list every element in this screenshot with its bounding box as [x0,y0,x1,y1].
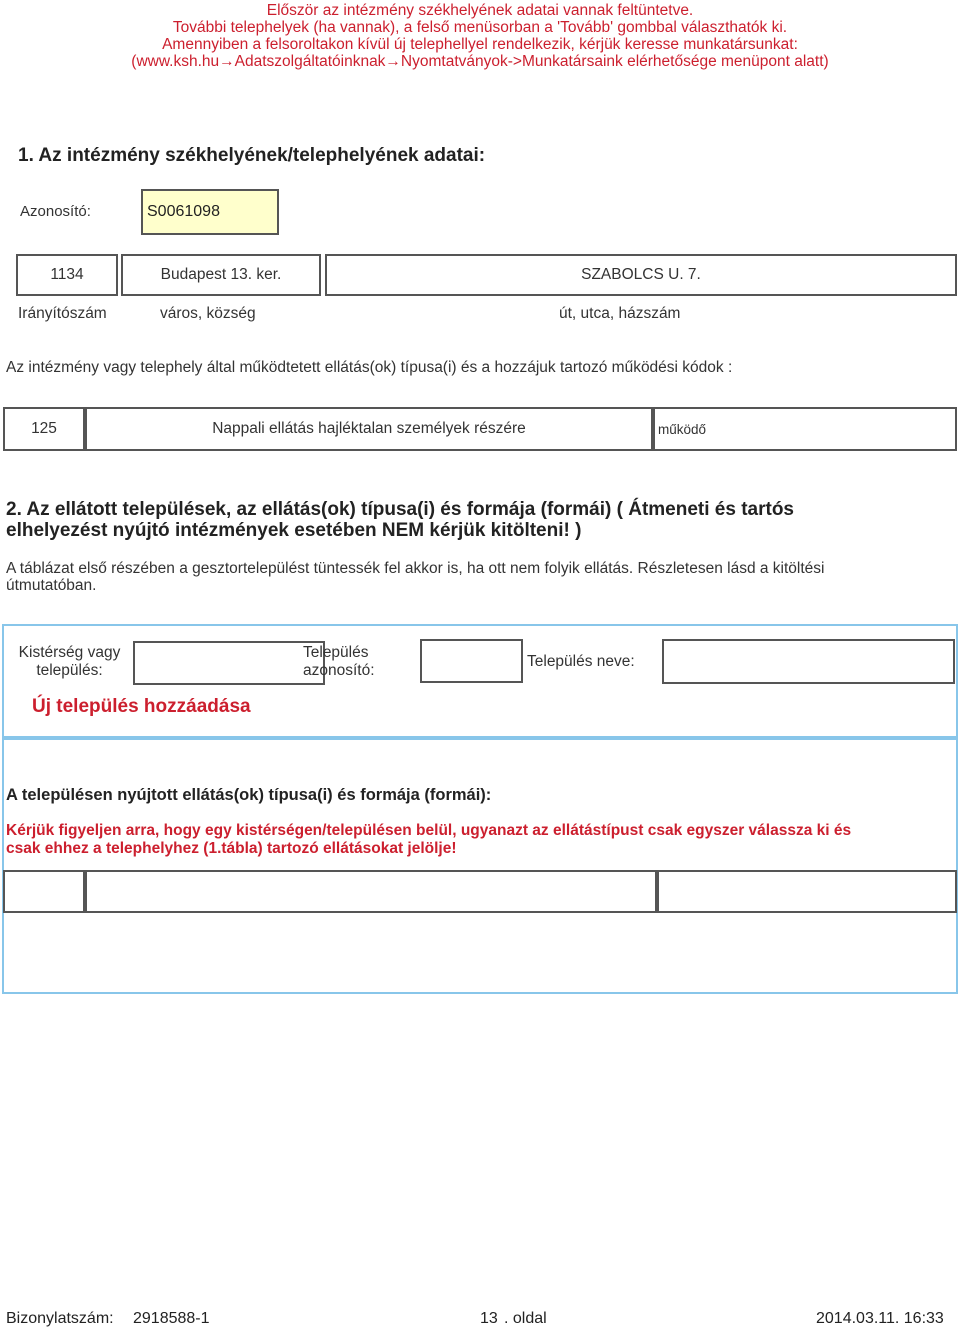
section2-title-line-1: 2. Az ellátott települések, az ellátás(ok) típusa(i) és formája (formái) ( Átmeneti és tartós [6,499,794,520]
notice-line-2: További telephelyek (ha vannak), a felső menüsorban a 'Tovább' gombbal választhatók ki. [172,19,788,36]
service-name-input[interactable] [85,870,657,913]
notice-line-1: Először az intézmény székhelyének adatai vannak feltüntetve. [266,2,694,19]
postcode-field[interactable] [16,254,118,296]
doc-number-label: Bizonylatszám: [6,1310,114,1327]
street-value: SZABOLCS U. 7. [581,266,701,283]
city-label: város, község [160,305,256,322]
settlement-id-label [303,644,375,680]
warning-line-2: csak ehhez a telephelyhez (1.tábla) tartozó ellátásokat jelölje! [6,840,457,857]
section1-title: 1. Az intézmény székhelyének/telephelyének adatai: [18,145,486,166]
section2-title-line-2: elhelyezést nyújtó intézmények esetében NEM kérjük kitölteni! ) [6,520,582,541]
postcode-label: Irányítószám [18,305,107,322]
region-input[interactable] [133,641,325,685]
section2-note-line-1: A táblázat első részében a gesztortelepülést tüntessék fel akkor is, ha ott nem folyik ellátás. Részletesen lásd a kitöltési [6,560,825,577]
service-name-cell [85,407,653,451]
city-value: Budapest 13. ker. [160,266,282,283]
section2-note-line-2: útmutatóban. [6,577,97,594]
services-intro: Az intézmény vagy telephely által működtetett ellátás(ok) típusa(i) és a hozzájuk tartozó működési kódok : [6,359,733,376]
service-status-cell [653,407,957,451]
service-status: működő [658,421,707,437]
page-number: 13 [480,1310,498,1327]
settlement-name-label: Település neve: [527,653,635,670]
services-heading: A településen nyújtott ellátás(ok) típusa(i) és formája (formái): [6,786,492,804]
street-label: út, utca, házszám [559,305,681,322]
street-field[interactable] [325,254,957,296]
warning-line-1: Kérjük figyeljen arra, hogy egy kistérségen/településen belül, ugyanazt az ellátástípust csak egyszer válassza ki és [6,822,852,839]
settlement-name-input[interactable] [662,639,955,684]
settlement-id-label-line-2: azonosító: [303,662,375,679]
id-field[interactable] [141,189,279,235]
id-value: S0061098 [147,203,220,220]
region-label-line-2: település: [36,662,103,679]
services-frame [2,738,958,994]
service-code-cell [3,407,85,451]
service-code-input[interactable] [3,870,85,913]
notice-line-3: Amennyiben a felsoroltakon kívül új telephellyel rendelkezik, kérjük keresse munkatársunkat: [162,36,798,53]
doc-number: 2918588-1 [133,1310,210,1327]
datetime: 2014.03.11. 16:33 [816,1310,944,1327]
service-name: Nappali ellátás hajléktalan személyek részére [212,420,526,437]
page-label: . oldal [504,1310,547,1327]
add-settlement-link[interactable]: Új település hozzáadása [32,696,251,717]
region-label [12,644,127,680]
service-status-input[interactable] [657,870,957,913]
settlement-id-input[interactable] [420,639,523,683]
notice-line-4[interactable]: (www.ksh.hu→Adatszolgáltatóinknak→Nyomtatványok->Munkatársaink elérhetősége menüpont alatt) [131,53,829,70]
id-label: Azonosító: [20,203,91,220]
city-field[interactable] [121,254,321,296]
postcode-value: 1134 [50,266,84,283]
settlement-id-label-line-1: Település [303,644,369,661]
region-label-line-1: Kistérség vagy [18,644,121,661]
service-code: 125 [31,420,57,437]
